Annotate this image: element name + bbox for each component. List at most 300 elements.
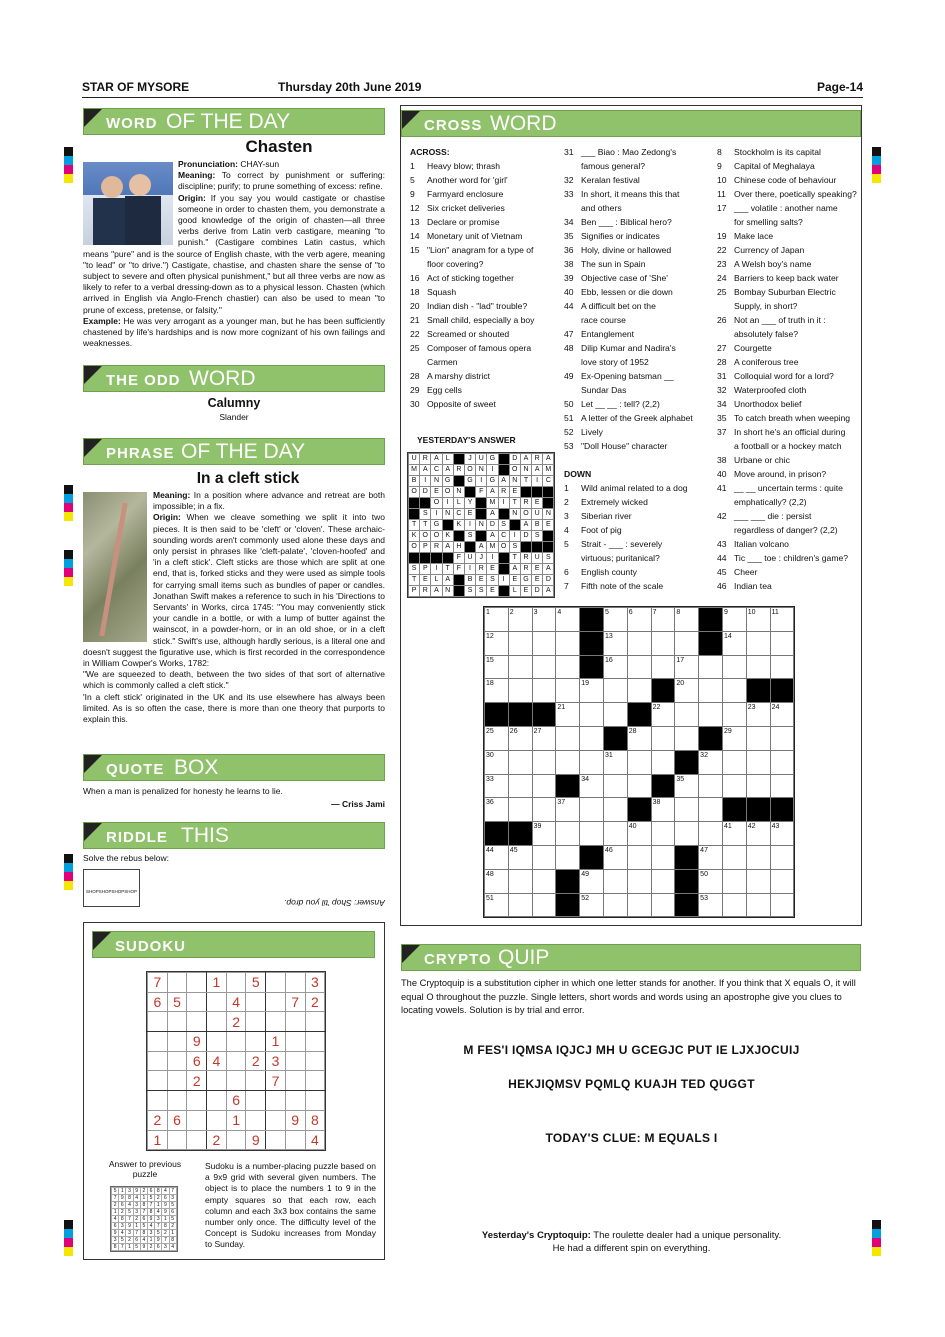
grid-cell[interactable]: 46 xyxy=(603,845,627,869)
sudoku-cell[interactable] xyxy=(148,1091,168,1111)
grid-cell[interactable] xyxy=(746,774,770,798)
grid-cell[interactable]: 6 xyxy=(627,608,651,632)
sudoku-cell[interactable]: 5 xyxy=(246,973,266,993)
grid-cell[interactable] xyxy=(722,750,746,774)
grid-cell[interactable] xyxy=(627,679,651,703)
grid-cell[interactable] xyxy=(627,774,651,798)
grid-cell[interactable] xyxy=(580,703,604,727)
grid-cell[interactable]: 17 xyxy=(675,655,699,679)
sudoku-answer-grid xyxy=(110,1186,178,1252)
grid-cell[interactable] xyxy=(699,703,723,727)
sudoku-cell[interactable]: 6 xyxy=(226,1091,246,1111)
sudoku-cell[interactable] xyxy=(285,973,305,993)
grid-cell[interactable] xyxy=(603,822,627,846)
grid-cell[interactable] xyxy=(770,774,794,798)
black-cell xyxy=(476,531,487,542)
clue-number: 43 xyxy=(717,539,727,549)
answer-cell: M xyxy=(487,498,498,509)
grid-cell[interactable] xyxy=(603,703,627,727)
grid-cell[interactable] xyxy=(651,631,675,655)
grid-cell[interactable] xyxy=(675,822,699,846)
sudoku-cell[interactable] xyxy=(266,992,286,1012)
sudoku-cell[interactable] xyxy=(207,1032,227,1052)
sudoku-cell[interactable] xyxy=(246,1012,266,1032)
sudoku-cell[interactable]: 1 xyxy=(266,1032,286,1052)
grid-cell[interactable] xyxy=(627,631,651,655)
sudoku-cell[interactable] xyxy=(226,1071,246,1091)
grid-cell[interactable]: 28 xyxy=(627,726,651,750)
sudoku-cell[interactable] xyxy=(226,1051,246,1071)
grid-cell[interactable]: 52 xyxy=(580,893,604,917)
grid-cell[interactable]: 53 xyxy=(699,893,723,917)
grid-cell[interactable] xyxy=(532,679,556,703)
grid-cell[interactable] xyxy=(651,822,675,846)
sudoku-cell[interactable] xyxy=(246,1091,266,1111)
grid-cell[interactable] xyxy=(699,774,723,798)
answer-cell: 7 xyxy=(112,1195,119,1202)
clue-number: 11 xyxy=(717,189,726,199)
answer-cell: 6 xyxy=(147,1188,154,1195)
sudoku-cell[interactable] xyxy=(148,1032,168,1052)
sudoku-cell[interactable]: 6 xyxy=(187,1051,207,1071)
sudoku-answer-label: Answer to previous puzzle xyxy=(108,1159,182,1179)
grid-cell[interactable] xyxy=(603,798,627,822)
clue-number: 27 xyxy=(717,343,727,353)
grid-cell[interactable] xyxy=(556,822,580,846)
grid-cell[interactable] xyxy=(532,798,556,822)
sudoku-cell[interactable]: 1 xyxy=(207,973,227,993)
grid-cell[interactable]: 14 xyxy=(722,631,746,655)
sudoku-cell[interactable] xyxy=(246,1110,266,1130)
grid-cell[interactable] xyxy=(651,750,675,774)
grid-cell[interactable]: 29 xyxy=(722,726,746,750)
grid-cell[interactable] xyxy=(508,774,532,798)
grid-cell[interactable] xyxy=(746,893,770,917)
grid-cell[interactable] xyxy=(722,774,746,798)
grid-cell[interactable] xyxy=(722,893,746,917)
sudoku-cell[interactable] xyxy=(167,1032,187,1052)
clue-number: 36 xyxy=(564,245,574,255)
clue-item xyxy=(717,243,862,257)
grid-cell[interactable]: 44 xyxy=(485,845,509,869)
sudoku-cell[interactable] xyxy=(285,1032,305,1052)
sudoku-cell[interactable] xyxy=(226,1130,246,1150)
grid-cell[interactable] xyxy=(627,893,651,917)
grid-cell[interactable]: 37 xyxy=(556,798,580,822)
sudoku-cell[interactable] xyxy=(285,1091,305,1111)
grid-cell[interactable]: 34 xyxy=(580,774,604,798)
sudoku-cell[interactable] xyxy=(167,1091,187,1111)
sudoku-cell[interactable] xyxy=(285,1130,305,1150)
clue-item xyxy=(717,397,862,411)
grid-cell[interactable]: 33 xyxy=(485,774,509,798)
grid-cell[interactable]: 40 xyxy=(627,822,651,846)
grid-cell[interactable]: 27 xyxy=(532,726,556,750)
sudoku-cell[interactable] xyxy=(266,1130,286,1150)
grid-cell[interactable] xyxy=(556,631,580,655)
clue-text: A coniferous tree xyxy=(734,357,799,367)
clue-item xyxy=(564,425,714,439)
sudoku-cell[interactable] xyxy=(305,1012,325,1032)
grid-cell[interactable] xyxy=(580,798,604,822)
answer-cell: 6 xyxy=(155,1244,162,1251)
grid-cell[interactable] xyxy=(556,679,580,703)
black-cell xyxy=(699,631,723,655)
grid-cell[interactable] xyxy=(651,845,675,869)
banner-label: THE ODD xyxy=(106,372,181,389)
grid-cell[interactable] xyxy=(651,869,675,893)
grid-cell[interactable] xyxy=(508,869,532,893)
grid-cell[interactable] xyxy=(556,750,580,774)
sudoku-cell[interactable] xyxy=(187,1012,207,1032)
black-cell xyxy=(532,542,543,553)
grid-cell[interactable] xyxy=(722,845,746,869)
grid-cell[interactable]: 8 xyxy=(675,608,699,632)
grid-cell[interactable] xyxy=(770,655,794,679)
grid-cell[interactable] xyxy=(580,822,604,846)
grid-cell[interactable]: 49 xyxy=(580,869,604,893)
black-cell xyxy=(453,454,464,465)
grid-cell[interactable] xyxy=(722,703,746,727)
grid-cell[interactable]: 38 xyxy=(651,798,675,822)
sudoku-cell[interactable] xyxy=(207,992,227,1012)
clue-text: Let __ __ : tell? (2,2) xyxy=(581,399,660,409)
answer-cell: N xyxy=(509,476,520,487)
sudoku-cell[interactable] xyxy=(207,1110,227,1130)
grid-cell[interactable] xyxy=(603,774,627,798)
sudoku-cell[interactable]: 2 xyxy=(187,1071,207,1091)
grid-cell[interactable]: 31 xyxy=(603,750,627,774)
sudoku-cell[interactable] xyxy=(285,1051,305,1071)
grid-cell[interactable] xyxy=(556,655,580,679)
grid-cell[interactable] xyxy=(746,869,770,893)
answer-cell: O xyxy=(420,531,431,542)
sudoku-cell[interactable]: 2 xyxy=(207,1130,227,1150)
grid-cell[interactable]: 18 xyxy=(485,679,509,703)
grid-cell[interactable] xyxy=(532,750,556,774)
grid-cell[interactable]: 24 xyxy=(770,703,794,727)
sudoku-cell[interactable] xyxy=(187,1110,207,1130)
sudoku-cell[interactable]: 9 xyxy=(285,1110,305,1130)
sudoku-grid[interactable] xyxy=(146,971,326,1151)
grid-cell[interactable] xyxy=(699,798,723,822)
sudoku-cell[interactable]: 2 xyxy=(148,1110,168,1130)
grid-cell[interactable] xyxy=(580,750,604,774)
answer-cell: 5 xyxy=(169,1216,176,1223)
sudoku-cell[interactable] xyxy=(148,1051,168,1071)
grid-cell[interactable]: 12 xyxy=(485,631,509,655)
sudoku-cell[interactable] xyxy=(285,1012,305,1032)
grid-cell[interactable] xyxy=(699,679,723,703)
sudoku-cell[interactable]: 4 xyxy=(207,1051,227,1071)
sudoku-cell[interactable] xyxy=(246,992,266,1012)
sudoku-cell[interactable]: 4 xyxy=(305,1130,325,1150)
cryptoquip-banner xyxy=(401,944,861,971)
sudoku-cell[interactable] xyxy=(266,973,286,993)
grid-cell[interactable] xyxy=(556,726,580,750)
grid-cell[interactable]: 10 xyxy=(746,608,770,632)
sudoku-cell[interactable]: 8 xyxy=(305,1110,325,1130)
grid-cell[interactable]: 4 xyxy=(556,608,580,632)
grid-cell[interactable]: 47 xyxy=(699,845,723,869)
clue-number: 51 xyxy=(564,413,574,423)
grid-cell[interactable]: 7 xyxy=(651,608,675,632)
grid-cell[interactable] xyxy=(675,703,699,727)
sudoku-cell[interactable]: 3 xyxy=(305,973,325,993)
crossword-grid[interactable] xyxy=(483,606,795,918)
grid-cell[interactable] xyxy=(770,726,794,750)
sudoku-cell[interactable] xyxy=(266,1012,286,1032)
grid-cell[interactable] xyxy=(722,679,746,703)
rebus-text: SHOPSHOPSHOPSHOP xyxy=(86,889,138,894)
grid-cell[interactable]: 23 xyxy=(746,703,770,727)
grid-cell[interactable] xyxy=(675,726,699,750)
clue-number: 20 xyxy=(410,301,420,311)
grid-cell[interactable]: 50 xyxy=(699,869,723,893)
answer-cell: N xyxy=(442,509,453,520)
answer-cell: N xyxy=(442,586,453,597)
sudoku-cell[interactable] xyxy=(305,1071,325,1091)
grid-cell[interactable] xyxy=(699,822,723,846)
black-cell xyxy=(580,845,604,869)
grid-cell[interactable] xyxy=(603,869,627,893)
clue-text: Urbane or chic xyxy=(734,455,790,465)
clue-number: 22 xyxy=(410,329,420,339)
answer-cell: A xyxy=(532,465,543,476)
answer-cell: 4 xyxy=(126,1202,133,1209)
sudoku-cell[interactable] xyxy=(167,1051,187,1071)
sudoku-cell[interactable]: 1 xyxy=(226,1110,246,1130)
clue-text: "Doll House" character xyxy=(581,441,668,451)
answer-cell: E xyxy=(532,575,543,586)
black-cell xyxy=(453,575,464,586)
sudoku-cell[interactable]: 3 xyxy=(266,1051,286,1071)
grid-cell[interactable] xyxy=(651,893,675,917)
sudoku-cell[interactable] xyxy=(246,1071,266,1091)
sudoku-cell[interactable] xyxy=(305,1051,325,1071)
answer-cell: E xyxy=(532,564,543,575)
grid-cell[interactable] xyxy=(746,631,770,655)
answer-cell: G xyxy=(431,520,442,531)
clue-item xyxy=(410,257,560,271)
grid-cell[interactable]: 45 xyxy=(508,845,532,869)
grid-cell[interactable] xyxy=(627,845,651,869)
black-cell xyxy=(442,520,453,531)
grid-cell[interactable] xyxy=(556,845,580,869)
sudoku-cell[interactable]: 6 xyxy=(167,1110,187,1130)
sudoku-cell[interactable]: 7 xyxy=(285,992,305,1012)
grid-cell[interactable] xyxy=(770,893,794,917)
grid-cell[interactable]: 32 xyxy=(699,750,723,774)
answer-cell: T xyxy=(520,476,531,487)
black-cell xyxy=(476,509,487,520)
label: Yesterday's Cryptoquip: xyxy=(481,1230,591,1241)
grid-cell[interactable]: 42 xyxy=(746,822,770,846)
answer-cell: 2 xyxy=(126,1237,133,1244)
grid-cell[interactable]: 9 xyxy=(722,608,746,632)
grid-cell[interactable] xyxy=(532,655,556,679)
grid-cell[interactable] xyxy=(508,655,532,679)
sudoku-cell[interactable]: 7 xyxy=(148,973,168,993)
grid-cell[interactable]: 36 xyxy=(485,798,509,822)
grid-cell[interactable]: 26 xyxy=(508,726,532,750)
answer-cell: S xyxy=(464,531,475,542)
grid-cell[interactable]: 51 xyxy=(485,893,509,917)
sudoku-cell[interactable] xyxy=(167,1071,187,1091)
sudoku-cell[interactable] xyxy=(148,1071,168,1091)
grid-cell[interactable]: 20 xyxy=(675,679,699,703)
sudoku-cell[interactable] xyxy=(226,1032,246,1052)
sudoku-cell[interactable]: 5 xyxy=(167,992,187,1012)
sudoku-cell[interactable]: 1 xyxy=(148,1130,168,1150)
page-number: Page-14 xyxy=(816,80,863,94)
grid-cell[interactable] xyxy=(603,893,627,917)
grid-cell[interactable]: 16 xyxy=(603,655,627,679)
sudoku-cell[interactable] xyxy=(305,1032,325,1052)
grid-cell[interactable] xyxy=(746,726,770,750)
grid-cell[interactable] xyxy=(508,750,532,774)
grid-cell[interactable] xyxy=(603,679,627,703)
sudoku-cell[interactable] xyxy=(207,1012,227,1032)
sudoku-cell[interactable] xyxy=(148,1012,168,1032)
sudoku-cell[interactable] xyxy=(226,973,246,993)
grid-cell[interactable]: 5 xyxy=(603,608,627,632)
sudoku-cell[interactable] xyxy=(187,992,207,1012)
sudoku-cell[interactable] xyxy=(207,1071,227,1091)
grid-cell[interactable] xyxy=(508,631,532,655)
grid-cell[interactable] xyxy=(627,655,651,679)
grid-cell[interactable] xyxy=(508,679,532,703)
grid-cell[interactable]: 19 xyxy=(580,679,604,703)
sudoku-cell[interactable] xyxy=(167,1130,187,1150)
grid-cell[interactable] xyxy=(532,774,556,798)
sudoku-cell[interactable] xyxy=(305,1091,325,1111)
grid-cell[interactable] xyxy=(722,869,746,893)
grid-cell[interactable] xyxy=(746,750,770,774)
grid-cell[interactable]: 30 xyxy=(485,750,509,774)
sudoku-cell[interactable]: 9 xyxy=(187,1032,207,1052)
grid-cell[interactable] xyxy=(746,845,770,869)
clue-number: 14 xyxy=(410,231,420,241)
grid-cell[interactable]: 1 xyxy=(485,608,509,632)
sudoku-cell[interactable] xyxy=(187,973,207,993)
sudoku-cell[interactable]: 2 xyxy=(246,1051,266,1071)
grid-cell[interactable] xyxy=(532,631,556,655)
grid-cell[interactable] xyxy=(770,631,794,655)
answer-cell: A xyxy=(487,531,498,542)
answer-cell: E xyxy=(476,575,487,586)
answer-cell: R xyxy=(476,564,487,575)
grid-cell[interactable]: 25 xyxy=(485,726,509,750)
black-cell xyxy=(498,564,509,575)
answer-cell: 4 xyxy=(112,1216,119,1223)
sudoku-cell[interactable] xyxy=(167,973,187,993)
grid-cell[interactable]: 41 xyxy=(722,822,746,846)
sudoku-cell[interactable]: 7 xyxy=(266,1071,286,1091)
clue-item xyxy=(717,355,862,369)
grid-cell[interactable] xyxy=(532,845,556,869)
grid-cell[interactable] xyxy=(699,655,723,679)
grid-cell[interactable] xyxy=(722,655,746,679)
answer-cell: 9 xyxy=(155,1237,162,1244)
clue-text: Ebb, lessen or die down xyxy=(581,287,673,297)
grid-cell[interactable]: 43 xyxy=(770,822,794,846)
grid-cell[interactable] xyxy=(770,750,794,774)
sudoku-cell[interactable] xyxy=(167,1012,187,1032)
banner-label: QUIP xyxy=(498,946,550,969)
grid-cell[interactable]: 11 xyxy=(770,608,794,632)
grid-cell[interactable]: 13 xyxy=(603,631,627,655)
sudoku-cell[interactable] xyxy=(266,1091,286,1111)
grid-cell[interactable] xyxy=(532,869,556,893)
grid-cell[interactable]: 15 xyxy=(485,655,509,679)
black-cell xyxy=(420,498,431,509)
grid-cell[interactable]: 22 xyxy=(651,703,675,727)
grid-cell[interactable] xyxy=(627,750,651,774)
clue-item xyxy=(564,383,714,397)
sudoku-cell[interactable] xyxy=(285,1071,305,1091)
grid-cell[interactable] xyxy=(770,869,794,893)
sudoku-cell[interactable] xyxy=(246,1032,266,1052)
sudoku-cell[interactable]: 2 xyxy=(226,1012,246,1032)
grid-cell[interactable]: 21 xyxy=(556,703,580,727)
sudoku-cell[interactable] xyxy=(187,1130,207,1150)
sudoku-cell[interactable]: 9 xyxy=(246,1130,266,1150)
answer-cell: E xyxy=(543,520,554,531)
sudoku-cell[interactable] xyxy=(187,1091,207,1111)
grid-cell[interactable]: 3 xyxy=(532,608,556,632)
grid-cell[interactable]: 48 xyxy=(485,869,509,893)
grid-cell[interactable] xyxy=(651,655,675,679)
grid-cell[interactable] xyxy=(580,726,604,750)
sudoku-cell[interactable]: 6 xyxy=(148,992,168,1012)
answer-cell: A xyxy=(476,542,487,553)
sudoku-cell[interactable]: 4 xyxy=(226,992,246,1012)
grid-cell[interactable] xyxy=(746,655,770,679)
sudoku-banner xyxy=(92,931,375,958)
clue-number: 44 xyxy=(717,553,727,563)
answer-cell: N xyxy=(543,509,554,520)
sudoku-cell[interactable]: 2 xyxy=(305,992,325,1012)
answer-cell: 4 xyxy=(119,1230,126,1237)
grid-cell[interactable]: 2 xyxy=(508,608,532,632)
clue-text: Siberian river xyxy=(581,511,632,521)
answer-cell: Y xyxy=(464,498,475,509)
grid-cell[interactable] xyxy=(675,798,699,822)
clue-item xyxy=(564,285,714,299)
clue-text: Egg cells xyxy=(427,385,462,395)
clue-item xyxy=(717,565,862,579)
grid-cell[interactable] xyxy=(508,798,532,822)
down-label: DOWN xyxy=(564,469,592,479)
black-cell xyxy=(485,822,509,846)
grid-cell[interactable] xyxy=(675,631,699,655)
grid-cell[interactable] xyxy=(508,893,532,917)
sudoku-cell[interactable] xyxy=(266,1110,286,1130)
grid-cell[interactable] xyxy=(627,869,651,893)
sudoku-cell[interactable] xyxy=(207,1091,227,1111)
answer-cell: 8 xyxy=(140,1202,147,1209)
grid-cell[interactable]: 35 xyxy=(675,774,699,798)
answer-cell: A xyxy=(420,465,431,476)
grid-cell[interactable] xyxy=(770,845,794,869)
clue-item xyxy=(564,551,714,565)
grid-cell[interactable] xyxy=(651,726,675,750)
answer-cell: P xyxy=(420,542,431,553)
grid-cell[interactable] xyxy=(532,893,556,917)
grid-cell[interactable]: 39 xyxy=(532,822,556,846)
answer-cell: R xyxy=(520,498,531,509)
